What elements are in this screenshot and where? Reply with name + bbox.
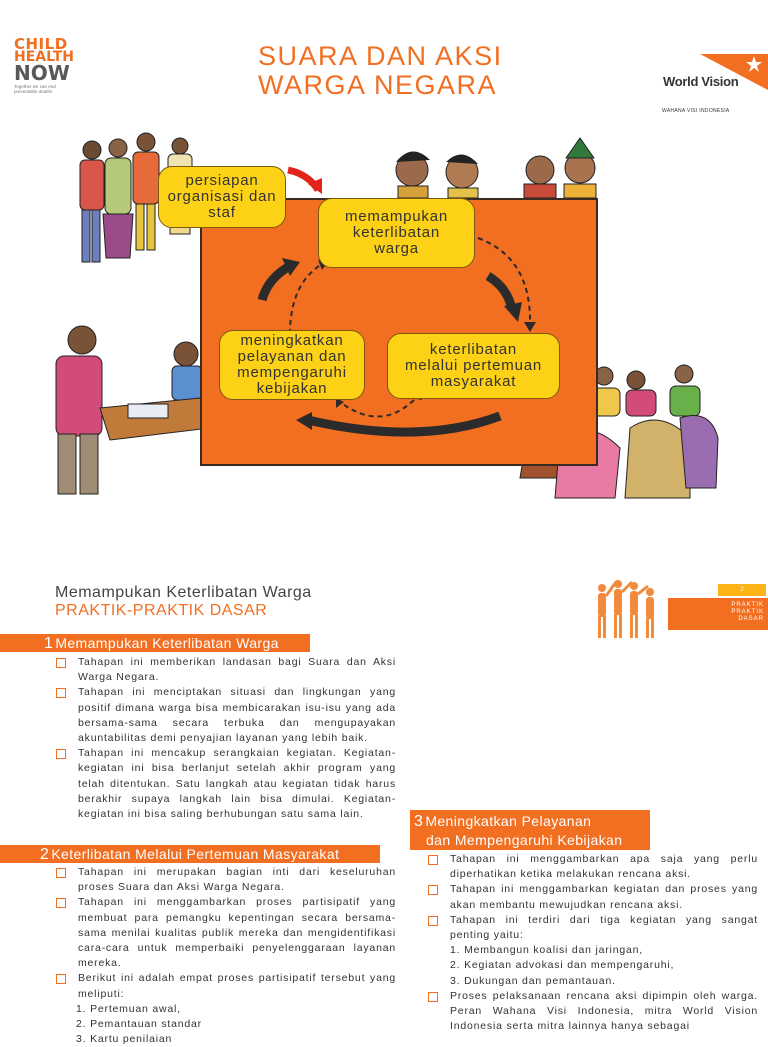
list-item: Berikut ini adalah empat proses partisipatif tersebut yang meliputi: (56, 971, 396, 1001)
side-tab-line: PRAKTIK (731, 602, 764, 608)
list-item: Tahapan ini terdiri dari tiga kegiatan yang sangat penting yaitu: (428, 913, 758, 943)
people-silhouette-icon (594, 578, 664, 648)
step-text: meningkatkan (240, 332, 344, 349)
world-vision-name: World Vision (663, 74, 739, 89)
section-number: 3 (414, 813, 424, 830)
step-text: mempengaruhi (237, 364, 347, 381)
title-line-2: WARGA NEGARA (258, 70, 498, 100)
side-tab-line: PRAKTIK (731, 609, 764, 615)
list-subitem: 1. Membangun koalisi dan jaringan, (450, 944, 643, 957)
list-item: Tahapan ini menggambarkan proses partisipatif yang membuat para pemangku kepentingan secara bersama-sama menilai kualitas publik mereka dan mengidentifikasi cara-cara untuk memperbaiki penyelenggaraan layanan mereka. (56, 895, 396, 971)
step-community-engagement (387, 333, 560, 399)
list-item: Tahapan ini menggambarkan apa saja yang perlu diperhatikan ketika melakukan rencana aksi. (428, 852, 758, 882)
logo-line-child: CHILD (14, 35, 68, 53)
slide-title: Memampukan Keterlibatan Warga (55, 584, 312, 601)
list-item: Proses pelaksanaan rencana aksi dipimpin oleh warga. Peran Wahana Visi Indonesia, mitra World Vision Indonesia serta mitra lainnya hanya sebagai (428, 989, 758, 1035)
section-number: 1 (44, 635, 54, 652)
logo-line-now: NOW (14, 61, 70, 85)
list-item: Tahapan ini menciptakan situasi dan lingkungan yang positif dimana warga bisa membicarakan isu-isu yang ada bersama-sama secara terbuka dan mengupayakan akuntabilitas demi penyajian layanan yang lebih baik. (56, 685, 396, 746)
side-tab-label (731, 602, 764, 623)
wahana-visi-name: WAHANA VISI INDONESIA (662, 108, 730, 114)
section-heading-text: Keterlibatan Melalui Pertemuan Masyarakat (51, 846, 340, 862)
step-text: persiapan (185, 172, 259, 189)
dashed-arrow-icon (478, 238, 530, 326)
section-1-heading (0, 634, 310, 652)
step-text: masyarakat (430, 373, 517, 390)
dashed-arrow-icon (290, 264, 322, 334)
step-text: keterlibatan (429, 341, 518, 358)
world-vision-logo (660, 52, 768, 122)
section-2-list (56, 865, 396, 1047)
step-preparation (158, 166, 286, 228)
step-text: kebijakan (256, 380, 328, 397)
title-line-1: SUARA DAN AKSI (258, 41, 503, 71)
step-enabling-citizen-engagement (318, 198, 475, 268)
page-number: 2 (718, 584, 766, 596)
step-text: staf (208, 204, 236, 221)
list-subitem: 2. Pemantauan standar (76, 1018, 202, 1031)
list-subitem: 3. Dukungan dan pemantauan. (450, 974, 616, 987)
side-tab-line: DASAR (738, 616, 764, 622)
process-diagram (0, 128, 768, 508)
page-title (258, 42, 503, 100)
step-text: keterlibatan (352, 224, 441, 241)
step-text: warga (374, 240, 419, 257)
list-subitem: 3. Kartu penilaian (76, 1033, 173, 1046)
section-3-heading (410, 810, 650, 850)
logo-line-health: HEALTH (14, 49, 74, 65)
section-heading-text: dan Mempengaruhi Kebijakan (426, 832, 623, 848)
list-item: Tahapan ini memberikan landasan bagi Suara dan Aksi Warga Negara. (56, 655, 396, 685)
step-improving-services (219, 330, 365, 400)
step-text: pelayanan dan (237, 348, 347, 365)
step-text: melalui pertemuan (405, 357, 542, 374)
list-item: Tahapan ini merupakan bagian inti dari keseluruhan proses Suara dan Aksi Warga Negara. (56, 865, 396, 895)
slide-subtitle: PRAKTIK-PRAKTIK DASAR (55, 602, 268, 619)
section-1-list (56, 655, 396, 822)
section-heading-text: Memampukan Keterlibatan Warga (55, 635, 279, 651)
step-text: memampukan (344, 208, 449, 225)
dark-arrow-down-icon (488, 276, 512, 310)
side-tab (668, 598, 768, 630)
section-heading-text: Meningkatkan Pelayanan (425, 813, 592, 829)
list-subitem: 1. Pertemuan awal, (76, 1002, 181, 1015)
section-number: 2 (40, 846, 50, 863)
list-item: Tahapan ini mencakup serangkaian kegiatan. Kegiatan-kegiatan ini bisa berlanjut setelah akhir program yang telah ditentukan. Satu langkah atau kegiatan tidak harus berakhir supaya langkah lain bisa dimulai. Kegiatan-kegiatan ini bisa saling berhubungan satu sama lain. (56, 746, 396, 822)
list-item: Tahapan ini menggambarkan kegiatan dan proses yang akan membantu mewujudkan rencana aksi. (428, 882, 758, 912)
child-health-now-logo (14, 35, 76, 94)
section-2-heading (0, 845, 380, 863)
section-3-list (428, 852, 758, 1034)
dashed-arrow-icon (340, 400, 414, 417)
logo-tagline: Together we can end preventable deaths (14, 84, 56, 94)
dark-arrow-up-icon (262, 266, 290, 300)
dark-arrow-left-icon (308, 416, 500, 432)
diagram-arrows (0, 128, 768, 508)
step-text: organisasi dan (167, 188, 277, 205)
list-subitem: 2. Kegiatan advokasi dan mempengaruhi, (450, 959, 675, 972)
slide-heading (55, 584, 312, 620)
